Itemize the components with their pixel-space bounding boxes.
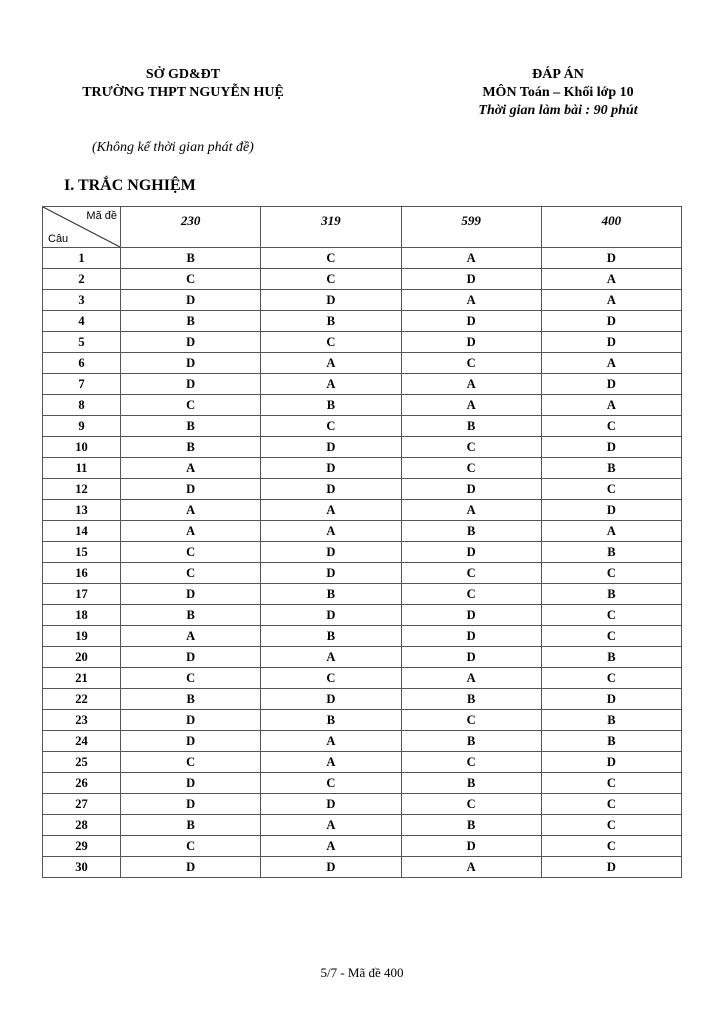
answer-cell: B [121, 437, 261, 458]
table-row [43, 857, 682, 878]
table-row [43, 395, 682, 416]
answer-cell: C [541, 773, 681, 794]
table-row [43, 479, 682, 500]
answer-cell: A [541, 395, 681, 416]
table-row [43, 311, 682, 332]
section-title: I. TRẮC NGHIỆM [64, 177, 196, 194]
answer-cell: B [121, 416, 261, 437]
table-row [43, 374, 682, 395]
answer-cell: D [401, 626, 541, 647]
table-row [43, 836, 682, 857]
answer-cell: D [121, 710, 261, 731]
answer-cell: B [541, 584, 681, 605]
answer-cell: B [261, 584, 401, 605]
question-number: 22 [43, 689, 121, 710]
question-number: 24 [43, 731, 121, 752]
question-number: 7 [43, 374, 121, 395]
question-number: 8 [43, 395, 121, 416]
answer-cell: A [261, 815, 401, 836]
department-name: SỞ GD&ĐT [145, 67, 221, 82]
answer-cell: D [541, 311, 681, 332]
answer-cell: D [401, 332, 541, 353]
answer-cell: B [121, 248, 261, 269]
answer-cell: C [401, 710, 541, 731]
answer-cell: C [121, 395, 261, 416]
table-row [43, 290, 682, 311]
question-number: 28 [43, 815, 121, 836]
table-row [43, 752, 682, 773]
time-limit: Thời gian làm bài : 90 phút [478, 103, 638, 118]
answer-cell: B [401, 521, 541, 542]
answer-cell: C [541, 794, 681, 815]
table-row [43, 605, 682, 626]
answer-cell: C [401, 458, 541, 479]
answer-cell: A [541, 290, 681, 311]
answer-cell: B [121, 311, 261, 332]
table-row [43, 647, 682, 668]
answer-cell: A [401, 500, 541, 521]
answer-cell: B [121, 605, 261, 626]
answer-cell: B [401, 731, 541, 752]
answer-cell: D [261, 437, 401, 458]
answer-cell: A [401, 290, 541, 311]
answer-cell: D [541, 857, 681, 878]
question-number: 11 [43, 458, 121, 479]
answer-cell: B [261, 395, 401, 416]
answer-cell: A [541, 521, 681, 542]
table-row [43, 542, 682, 563]
question-number: 15 [43, 542, 121, 563]
answer-cell: A [541, 269, 681, 290]
header-right [458, 66, 658, 120]
answer-cell: B [261, 710, 401, 731]
question-number: 23 [43, 710, 121, 731]
answer-cell: A [401, 374, 541, 395]
answer-table [42, 206, 682, 878]
answer-cell: C [121, 542, 261, 563]
question-number: 4 [43, 311, 121, 332]
question-number: 2 [43, 269, 121, 290]
table-row [43, 521, 682, 542]
code-header: 230 [121, 207, 261, 248]
table-row [43, 710, 682, 731]
answer-cell: D [401, 647, 541, 668]
question-number: 12 [43, 479, 121, 500]
answer-cell: B [541, 542, 681, 563]
answer-cell: D [121, 647, 261, 668]
question-number: 18 [43, 605, 121, 626]
answer-cell: D [121, 374, 261, 395]
answer-cell: D [121, 731, 261, 752]
table-row [43, 668, 682, 689]
answer-cell: C [121, 836, 261, 857]
question-number: 29 [43, 836, 121, 857]
answer-cell: A [121, 626, 261, 647]
answer-cell: C [261, 332, 401, 353]
question-number: 13 [43, 500, 121, 521]
answer-cell: D [121, 332, 261, 353]
answer-cell: A [401, 395, 541, 416]
answer-cell: A [121, 500, 261, 521]
code-header: 400 [541, 207, 681, 248]
table-row [43, 248, 682, 269]
question-number: 14 [43, 521, 121, 542]
answer-cell: C [261, 248, 401, 269]
question-number: 5 [43, 332, 121, 353]
answer-cell: D [121, 794, 261, 815]
answer-cell: D [261, 542, 401, 563]
answer-cell: D [401, 479, 541, 500]
answer-cell: C [541, 605, 681, 626]
table-row [43, 584, 682, 605]
table-row [43, 626, 682, 647]
table-row [43, 332, 682, 353]
subject-line: MÔN Toán – Khối lớp 10 [482, 85, 634, 100]
corner-cell [43, 207, 121, 248]
answer-cell: C [541, 416, 681, 437]
answer-cell: C [261, 668, 401, 689]
corner-label-question: Câu [48, 233, 69, 245]
question-number: 10 [43, 437, 121, 458]
answer-cell: D [121, 584, 261, 605]
answer-cell: D [261, 605, 401, 626]
answer-cell: D [121, 773, 261, 794]
question-number: 21 [43, 668, 121, 689]
answer-cell: D [541, 752, 681, 773]
answer-cell: C [261, 773, 401, 794]
answer-cell: D [261, 563, 401, 584]
answer-cell: D [121, 857, 261, 878]
answer-cell: D [401, 269, 541, 290]
answer-cell: B [401, 689, 541, 710]
answer-cell: C [541, 668, 681, 689]
answer-cell: A [261, 374, 401, 395]
answer-cell: B [401, 815, 541, 836]
question-number: 26 [43, 773, 121, 794]
answer-cell: C [401, 584, 541, 605]
table-row [43, 563, 682, 584]
table-row [43, 689, 682, 710]
answer-cell: D [541, 689, 681, 710]
answer-cell: B [261, 626, 401, 647]
question-number: 17 [43, 584, 121, 605]
doc-title: ĐÁP ÁN [532, 67, 584, 82]
answer-cell: A [261, 752, 401, 773]
answer-cell: C [401, 437, 541, 458]
table-row [43, 269, 682, 290]
answer-cell: D [541, 437, 681, 458]
answer-cell: C [541, 563, 681, 584]
answer-cell: C [541, 626, 681, 647]
answer-cell: D [121, 290, 261, 311]
header-left [58, 66, 308, 102]
code-header: 599 [401, 207, 541, 248]
answer-cell: D [401, 605, 541, 626]
question-number: 16 [43, 563, 121, 584]
answer-cell: C [261, 416, 401, 437]
question-number: 3 [43, 290, 121, 311]
answer-cell: D [541, 332, 681, 353]
answer-cell: B [261, 311, 401, 332]
answer-cell: A [121, 521, 261, 542]
time-note: (Không kể thời gian phát đề) [92, 140, 254, 155]
answer-cell: D [401, 836, 541, 857]
table-row [43, 500, 682, 521]
answer-cell: B [401, 773, 541, 794]
school-name: TRƯỜNG THPT NGUYỄN HUỆ [82, 85, 284, 100]
answer-cell: D [541, 374, 681, 395]
answer-cell: D [261, 479, 401, 500]
answer-cell: B [541, 458, 681, 479]
answer-cell: D [261, 794, 401, 815]
answer-cell: D [541, 248, 681, 269]
answer-cell: B [121, 815, 261, 836]
corner-label-code: Mã đề [86, 210, 117, 222]
table-row [43, 773, 682, 794]
answer-table-header [43, 207, 682, 248]
answer-cell: D [261, 689, 401, 710]
answer-cell: A [541, 353, 681, 374]
answer-cell: C [541, 815, 681, 836]
table-row [43, 794, 682, 815]
page-footer: 5/7 - Mã đề 400 [320, 965, 404, 980]
answer-cell: C [121, 563, 261, 584]
code-header: 319 [261, 207, 401, 248]
question-number: 27 [43, 794, 121, 815]
answer-cell: D [261, 458, 401, 479]
answer-cell: C [541, 836, 681, 857]
answer-cell: C [401, 353, 541, 374]
answer-cell: A [261, 647, 401, 668]
answer-cell: D [121, 353, 261, 374]
answer-cell: A [261, 836, 401, 857]
answer-cell: A [261, 500, 401, 521]
answer-cell: D [261, 857, 401, 878]
answer-cell: C [121, 269, 261, 290]
answer-cell: C [261, 269, 401, 290]
answer-cell: B [401, 416, 541, 437]
answer-cell: A [401, 857, 541, 878]
table-row [43, 353, 682, 374]
question-number: 20 [43, 647, 121, 668]
table-row [43, 416, 682, 437]
answer-cell: B [541, 647, 681, 668]
table-row [43, 437, 682, 458]
answer-cell: C [121, 752, 261, 773]
question-number: 1 [43, 248, 121, 269]
answer-cell: B [121, 689, 261, 710]
answer-cell: A [121, 458, 261, 479]
answer-cell: C [541, 479, 681, 500]
question-number: 25 [43, 752, 121, 773]
table-row [43, 815, 682, 836]
answer-cell: B [541, 731, 681, 752]
answer-cell: D [541, 500, 681, 521]
answer-cell: A [261, 353, 401, 374]
question-number: 19 [43, 626, 121, 647]
answer-cell: C [121, 668, 261, 689]
answer-cell: B [541, 710, 681, 731]
answer-cell: C [401, 794, 541, 815]
answer-cell: C [401, 752, 541, 773]
answer-cell: A [261, 731, 401, 752]
answer-cell: C [401, 563, 541, 584]
answer-cell: D [261, 290, 401, 311]
table-row [43, 458, 682, 479]
table-row [43, 731, 682, 752]
question-number: 9 [43, 416, 121, 437]
answer-cell: D [401, 542, 541, 563]
answer-cell: A [261, 521, 401, 542]
answer-cell: A [401, 248, 541, 269]
question-number: 6 [43, 353, 121, 374]
question-number: 30 [43, 857, 121, 878]
answer-cell: D [401, 311, 541, 332]
answer-cell: A [401, 668, 541, 689]
answer-cell: D [121, 479, 261, 500]
